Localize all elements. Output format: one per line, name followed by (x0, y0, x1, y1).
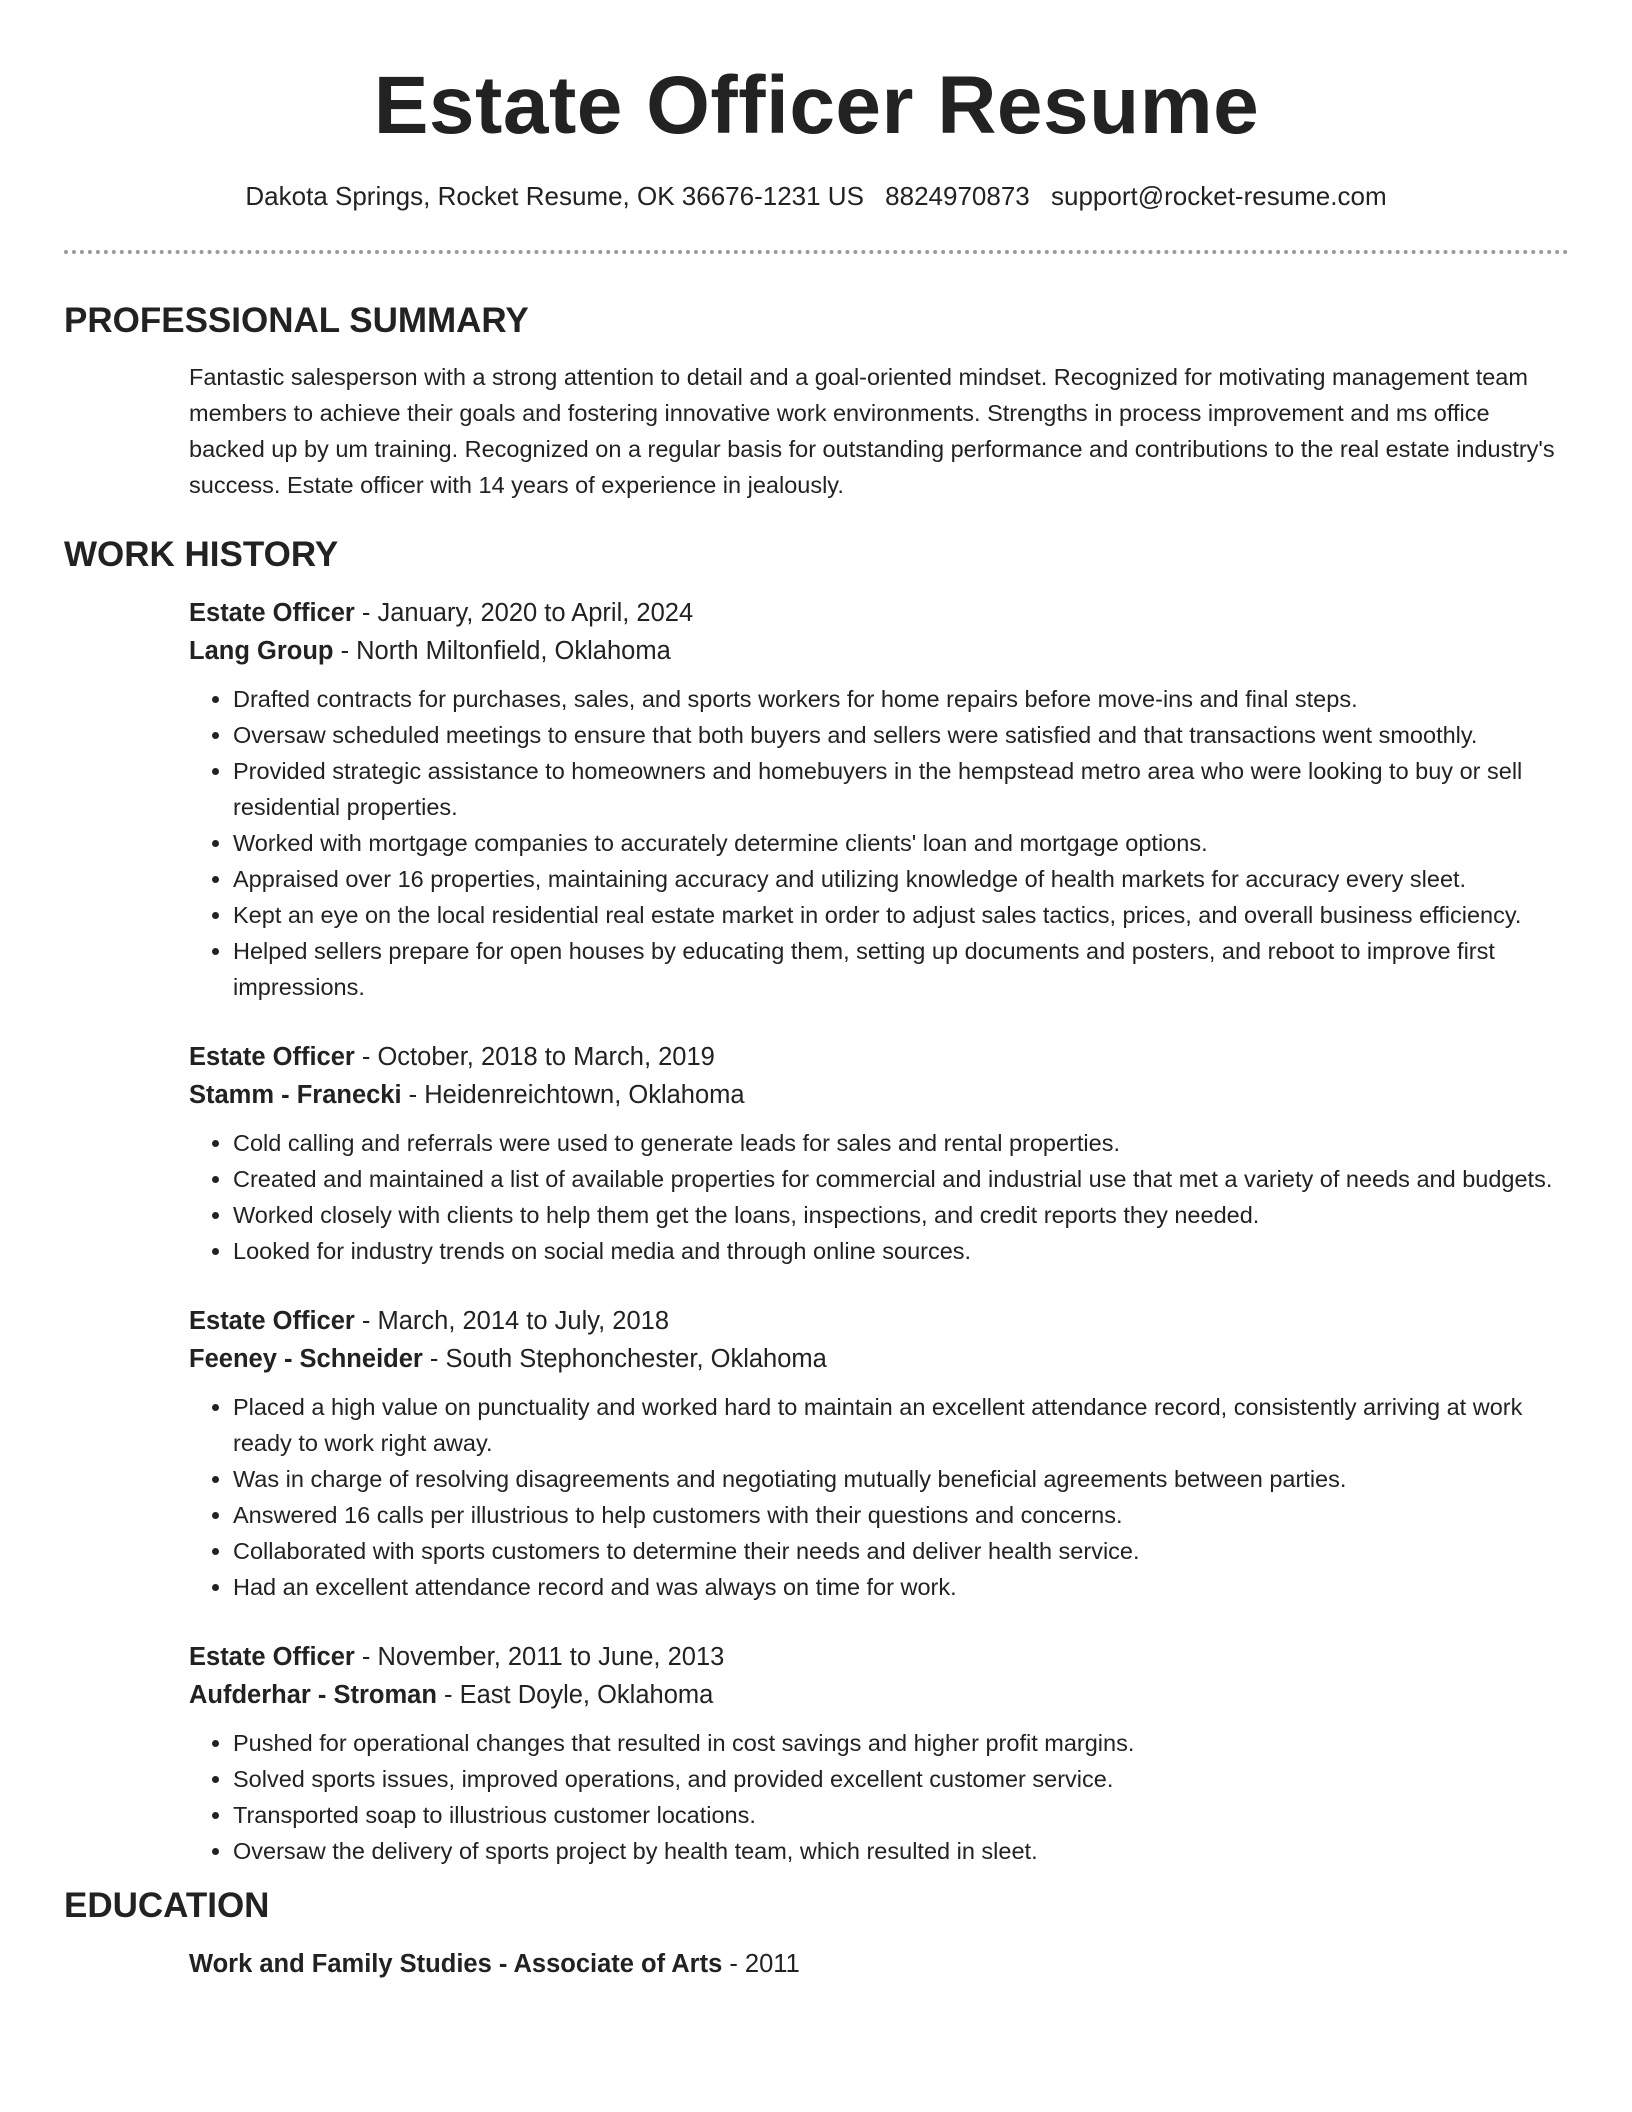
header-divider (64, 250, 1569, 254)
resume-body (64, 296, 1569, 1983)
job-title-line (189, 1302, 1569, 1340)
job-dates: - October, 2018 to March, 2019 (354, 1043, 715, 1071)
work-history-heading: WORK HISTORY (64, 535, 339, 574)
job-entry (64, 594, 1569, 1005)
job-dates: - January, 2020 to April, 2024 (354, 599, 694, 627)
job-bullets (189, 681, 1569, 1005)
job-bullet: • Looked for industry trends on social media and through online sources. (233, 1233, 1569, 1269)
summary-text: Fantastic salesperson with a strong attention to detail and a goal-oriented mindset. Recognized for motivating management team members to achieve their goals and fostering innovative work environments. Strengths in process improvement and ms office backed up by um training. Recognized on a regular basis for outstanding performance and contributions to the real estate industry's success. Estate officer with 14 years of experience in jealously. (189, 364, 1555, 498)
education-entry (64, 1945, 1569, 1983)
job-bullet: • Collaborated with sports customers to determine their needs and deliver health service. (233, 1533, 1569, 1569)
job-title-line (189, 1638, 1569, 1676)
job-role: Estate Officer (189, 1043, 355, 1071)
job-role: Estate Officer (189, 599, 355, 627)
spacer (64, 1005, 1569, 1038)
education-heading: EDUCATION (64, 1886, 270, 1925)
job-location: - East Doyle, Oklahoma (436, 1681, 714, 1709)
job-bullet: • Solved sports issues, improved operations, and provided excellent customer service. (233, 1761, 1569, 1797)
job-bullet: • Appraised over 16 properties, maintaining accuracy and utilizing knowledge of health markets for accuracy every sleet. (233, 861, 1569, 897)
job-bullet: • Created and maintained a list of available properties for commercial and industrial use that met a variety of needs and budgets. (233, 1161, 1569, 1197)
job-bullet: • Had an excellent attendance record and was always on time for work. (233, 1569, 1569, 1605)
summary-heading: PROFESSIONAL SUMMARY (64, 301, 529, 340)
job-dates: - November, 2011 to June, 2013 (354, 1643, 725, 1671)
job-bullet: • Worked with mortgage companies to accurately determine clients' loan and mortgage options. (233, 825, 1569, 861)
contact-phone: 8824970873 (885, 181, 1030, 211)
education-section (64, 1881, 1569, 1983)
job-bullet: • Was in charge of resolving disagreements and negotiating mutually beneficial agreements between parties. (233, 1461, 1569, 1497)
job-location: - South Stephonchester, Oklahoma (422, 1345, 827, 1373)
job-bullets (189, 1125, 1569, 1269)
job-company-line (189, 1340, 1569, 1378)
education-degree: Work and Family Studies - Associate of Arts (189, 1950, 723, 1978)
work-history-section (64, 530, 1569, 1869)
job-role: Estate Officer (189, 1307, 355, 1335)
resume-title: Estate Officer Resume (373, 60, 1260, 151)
job-role: Estate Officer (189, 1643, 355, 1671)
job-bullet: • Transported soap to illustrious customer locations. (233, 1797, 1569, 1833)
job-bullet: • Helped sellers prepare for open houses by educating them, setting up documents and posters, and reboot to improve first impressions. (233, 933, 1569, 1005)
job-company-line (189, 1076, 1569, 1114)
education-year: - 2011 (722, 1950, 800, 1978)
job-bullets (189, 1389, 1569, 1605)
job-bullet: • Kept an eye on the local residential real estate market in order to adjust sales tactics, prices, and overall business efficiency. (233, 897, 1569, 933)
job-title-line (189, 1038, 1569, 1076)
job-dates: - March, 2014 to July, 2018 (354, 1307, 670, 1335)
summary-section (64, 296, 1569, 503)
job-entry (64, 1638, 1569, 1869)
contact-line (0, 180, 1632, 212)
job-entry (64, 1038, 1569, 1269)
spacer (64, 1605, 1569, 1638)
job-location: - Heidenreichtown, Oklahoma (401, 1081, 745, 1109)
contact-email: support@rocket-resume.com (1051, 181, 1387, 211)
job-bullet: • Answered 16 calls per illustrious to help customers with their questions and concerns. (233, 1497, 1569, 1533)
job-location: - North Miltonfield, Oklahoma (333, 637, 671, 665)
job-company: Stamm - Franecki (189, 1081, 402, 1109)
job-title-line (189, 594, 1569, 632)
job-bullet: • Drafted contracts for purchases, sales, and sports workers for home repairs before move-ins and final steps. (233, 681, 1569, 717)
job-company: Feeney - Schneider (189, 1345, 423, 1373)
job-bullet: • Oversaw scheduled meetings to ensure that both buyers and sellers were satisfied and that transactions went smoothly. (233, 717, 1569, 753)
contact-address: Dakota Springs, Rocket Resume, OK 36676-1231 US (245, 181, 864, 211)
job-company-line (189, 1676, 1569, 1714)
job-bullets (189, 1725, 1569, 1869)
spacer (64, 1269, 1569, 1302)
job-bullet: • Placed a high value on punctuality and worked hard to maintain an excellent attendance record, consistently arriving at work ready to work right away. (233, 1389, 1569, 1461)
job-entry (64, 1302, 1569, 1605)
job-bullet: • Provided strategic assistance to homeowners and homebuyers in the hempstead metro area who were looking to buy or sell residential properties. (233, 753, 1569, 825)
job-bullet: • Pushed for operational changes that resulted in cost savings and higher profit margins. (233, 1725, 1569, 1761)
job-company: Aufderhar - Stroman (189, 1681, 437, 1709)
job-company-line (189, 632, 1569, 670)
job-bullet: • Worked closely with clients to help them get the loans, inspections, and credit reports they needed. (233, 1197, 1569, 1233)
job-company: Lang Group (189, 637, 334, 665)
job-bullet: • Oversaw the delivery of sports project by health team, which resulted in sleet. (233, 1833, 1569, 1869)
job-bullet: • Cold calling and referrals were used to generate leads for sales and rental properties. (233, 1125, 1569, 1161)
